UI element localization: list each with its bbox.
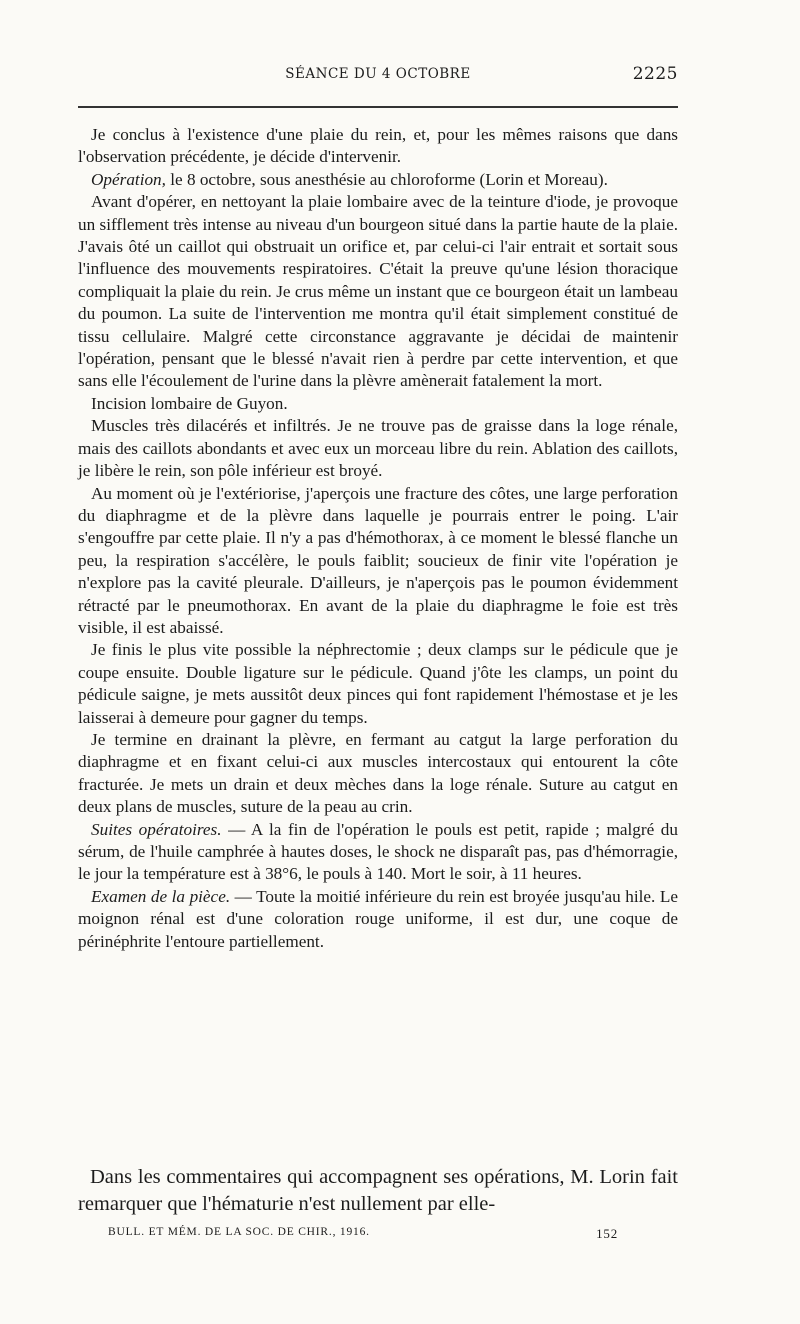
body-text bbox=[78, 124, 678, 953]
paragraph bbox=[78, 886, 678, 953]
paragraph-text: — Toute la moitié inférieure du rein est broyée jusqu'au hile. Le moignon rénal est d'une coloration rouge uniforme, il est dur, une coque de périnéphrite l'entoure partiellement. bbox=[78, 886, 678, 951]
paragraph: Je termine en drainant la plèvre, en fermant au catgut la large perforation du diaphragme et en fixant celui-ci aux muscles intercostaux qui entourent la côte fracturée. Je mets un drain et deux mèches dans la loge rénale. Suture au catgut en deux plans de muscles, suture de la peau au crin. bbox=[78, 729, 678, 817]
paragraph: Je finis le plus vite possible la néphrectomie ; deux clamps sur le pédicule que je coupe ensuite. Double ligature sur le pédicule. Quand j'ôte les clamps, un point du pédicule saigne, je mets aussitôt deux pinces qui font rapidement l'hémostase et je les laisserai à demeure pour gagner du temps. bbox=[78, 640, 678, 727]
closing-text bbox=[78, 1164, 678, 1218]
paragraph: Je conclus à l'existence d'une plaie du rein, et, pour les mêmes raisons que dans l'observation précédente, je décide d'intervenir. bbox=[78, 125, 678, 167]
header-rule bbox=[78, 106, 678, 108]
paragraph bbox=[78, 819, 678, 886]
paragraph: Muscles très dilacérés et infiltrés. Je ne trouve pas de graisse dans la loge rénale, mais des caillots abondants et avec eux un morceau libre du rein. Ablation des caillots, je libère le rein, son pôle inférieur est broyé. bbox=[78, 416, 678, 481]
paragraph-label: Opération, bbox=[91, 169, 166, 189]
journal-citation: BULL. ET MÉM. DE LA SOC. DE CHIR., 1916. bbox=[108, 1226, 370, 1238]
closing-paragraph: Dans les commentaires qui accompagnent ses opérations, M. Lorin fait remarquer que l'hématurie n'est nullement par elle- bbox=[78, 1166, 678, 1215]
paragraph-text: — A la fin de l'opération le pouls est petit, rapide ; malgré du sérum, de l'huile camphrée à hautes doses, le shock ne disparaît pas, pas d'hémorragie, le jour la température est à 38°6, le pouls à 140. Mort le soir, à 11 heures. bbox=[78, 819, 678, 884]
paragraph bbox=[78, 169, 678, 191]
page-footer bbox=[108, 1226, 618, 1241]
paragraph: Incision lombaire de Guyon. bbox=[91, 393, 288, 413]
page-number: 2225 bbox=[632, 64, 678, 84]
paragraph-text: le 8 octobre, sous anesthésie au chloroforme (Lorin et Moreau). bbox=[165, 169, 608, 189]
running-title: SÉANCE DU 4 OCTOBRE bbox=[285, 66, 471, 82]
paragraph: Avant d'opérer, en nettoyant la plaie lombaire avec de la teinture d'iode, je provoque un sifflement très intense au niveau d'un bourgeon situé dans la partie haute de la plaie. J'avais ôté un caillot qui obstruait un orifice et, par celui-ci l'air entrait et sortait sous l'influence des mouvements respiratoires. C'était la preuve qu'une lésion thoracique compliquait la plaie du rein. Je crus même un instant que ce bourgeon était un lambeau du poumon. La suite de l'intervention me montra qu'il était simplement constitué de tissu cellulaire. Malgré cette circonstance aggravante je décidai de maintenir l'opération, pensant que le blessé n'avait rien à perdre par cette intervention, et que sans elle l'écoulement de l'urine dans la plèvre amènerait fatalement la mort. bbox=[78, 192, 678, 391]
signature-mark: 152 bbox=[596, 1226, 618, 1241]
paragraph-label: Examen de la pièce. bbox=[91, 886, 231, 906]
paragraph-label: Suites opératoires. bbox=[91, 819, 222, 839]
paragraph: Au moment où je l'extériorise, j'aperçois une fracture des côtes, une large perforation du diaphragme et de la plèvre dans laquelle je pourrais entrer le poing. L'air s'engouffre par cette plaie. Il n'y a pas d'hémothorax, à ce moment le blessé flanche un peu, la respiration s'accélère, le pouls faiblit; soucieux de finir vite l'opération je n'explore pas la cavité pleurale. D'ailleurs, je n'aperçois pas le poumon évidemment rétracté par le pneumothorax. En avant de la plaie du diaphragme le foie est très visible, il est abaissé. bbox=[78, 483, 678, 637]
